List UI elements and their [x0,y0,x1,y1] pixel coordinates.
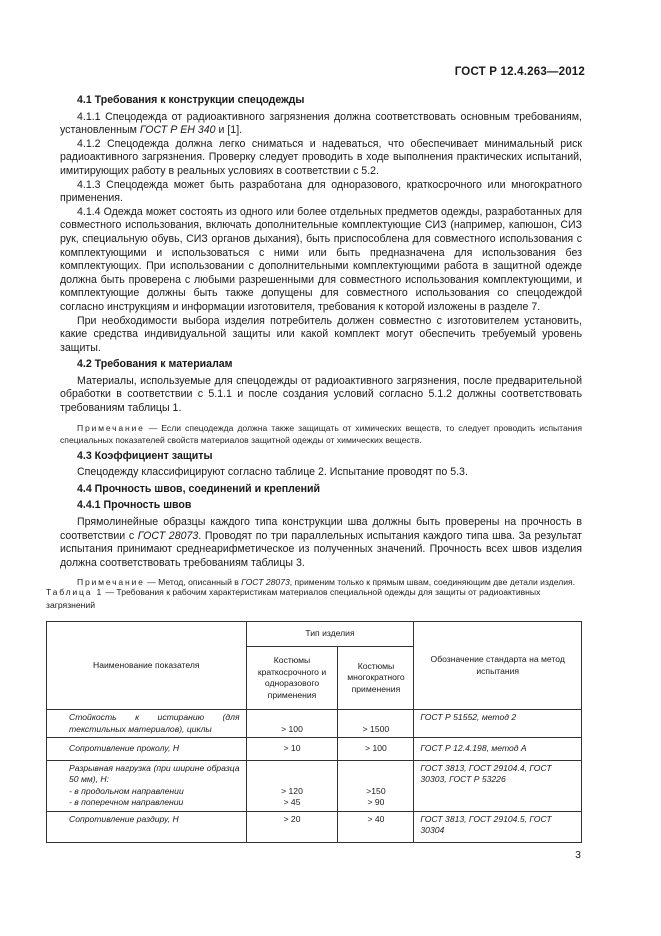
column-header-multi-use: Костюмы многократного применения [338,647,414,710]
table-row [47,811,582,842]
section-4-3-heading: 4.3 Коэффициент защиты [77,449,213,462]
note-label: Примечание [77,577,145,588]
table-1 [46,621,582,843]
paragraph-4-1-1 [60,111,582,138]
value-transverse: > 90 [367,797,385,807]
section-4-2-heading: 4.2 Требования к материалам [77,358,233,371]
standard-reference: ГОСТ 28073 [241,577,290,588]
note-4-2 [60,422,582,447]
column-header-type: Тип изделия [246,622,414,647]
cell-standard: ГОСТ 3813, ГОСТ 29104.5, ГОСТ 30304 [414,811,582,842]
paragraph-4-1-3: 4.1.3 Спецодежда может быть разработана для одноразового, краткосрочного или многократного применения. [60,178,582,205]
cell-standard: ГОСТ 3813, ГОСТ 29104.4, ГОСТ 30303, ГОСТ Р 53226 [414,760,582,811]
column-header-standard: Обозначение стандарта на метод испытания [414,622,582,710]
row-name-main: Разрывная нагрузка (при ширине образца 50 мм), Н: [69,762,240,784]
document-code: ГОСТ Р 12.4.263—2012 [454,66,585,78]
note-text: — Метод, описанный в [144,577,242,588]
cell-short-term: > 20 [246,811,338,842]
text-part: . Проводят по три параллельных испытания каждого типа шва. За результат испытания принимают среднеарифметическое из полученных значений. Прочность всех швов изделия должна соответствовать требованиям таблицы 3. [60,529,582,569]
row-name: Сопротивление раздиру, Н [47,811,247,842]
note-text: , применим только к прямым швам, соединяющим две детали изделия. [289,577,576,588]
cell-short-term: > 100 [246,710,338,738]
paragraph-4-1-2: 4.1.2 Спецодежда должна легко сниматься и надеваться, что обеспечивает минимальный риск радиоактивного загрязнения. Проверку следует проводить в ходе выполнения практических испытаний, имитирующих работу в реальных условиях в соответствии с 5.2. [60,137,582,177]
cell-multi-use: > 1500 [338,710,414,738]
paragraph-selection: При необходимости выбора изделия потребитель должен совместно с изготовителем установить, какие средства индивидуальной защиты или какой комплект могут обеспечить требуемый уровень защиты. [60,314,582,354]
page-number: 3 [575,849,581,861]
table-row [47,760,582,811]
table-header-row [47,622,582,647]
note-text: — Если спецодежда должна также защищать от химических веществ, то следует проводить испытания специальных показателей свойств материалов защитной одежды от химических веществ. [60,422,582,446]
value-longitudinal: >150 [366,785,386,796]
paragraph-4-2: Материалы, используемые для спецодежды от радиоактивного загрязнения, после предварительной обработки в соответствии с 5.1.1 и после создания условий согласно 5.1.2 должны соответствовать требованиям таблицы 1. [60,374,582,415]
paragraph-4-1-4: 4.1.4 Одежда может состоять из одного или более отдельных предметов одежды, разработанных для совместного использования, включать дополнительные комплектующие СИЗ (например, капюшон, СИЗ рук, специальную обувь, СИЗ органов дыхания), быть приспособлена для совместного использования с комплектующими и использоваться с ними или быть предназначена для использования без комплектующих. При использовании с дополнительными комплектующими работа в защитной одежде должна быть проверена с любыми разрешенными для совместного использования комплектующими, и комплектующие должны быть также допущены для совместного использования со спецодеждой согласно инструкциям и информации изготовителя, требования к которой изложены в разделе 7. [60,205,582,313]
row-name: Сопротивление проколу, Н [47,738,247,761]
section-4-4-heading: 4.4 Прочность швов, соединений и креплений [77,482,321,495]
page-body [60,94,582,589]
value-longitudinal: > 120 [281,785,303,796]
cell-multi-use: > 40 [338,811,414,842]
paragraph-4-3: Спецодежду классифицируют согласно таблице 2. Испытание проводят по 5.3. [77,466,468,479]
column-header-short-term: Костюмы краткосрочного и одноразового применения [246,647,338,710]
cell-standard: ГОСТ Р 12.4.198, метод А [414,738,582,761]
text-part: Прямолинейные образцы каждого типа конструкции шва должны быть проверены на прочность в соответствии с [60,516,582,542]
row-name [47,760,247,811]
cell-standard: ГОСТ Р 51552, метод 2 [414,710,582,738]
column-header-name: Наименование показателя [47,622,247,710]
cell-short-term: > 10 [246,738,338,761]
text-part: 4.1.1 Спецодежда от радиоактивного загрязнения должна соответствовать основным требованиям, установленным [60,110,582,137]
table-caption-text: — Требования к рабочим характеристикам материалов специальной одежды для защиты от радиоактивных загрязнений [46,587,541,610]
standard-reference: ГОСТ 28073 [137,529,199,542]
table-row [47,738,582,761]
cell-short-term [246,760,338,811]
table-label: Таблица 1 [46,587,104,597]
table-1-caption [46,586,582,611]
row-subitem: - в продольном направлении [69,785,184,796]
section-4-4-1-heading: 4.4.1 Прочность швов [77,499,192,512]
value-transverse: > 45 [283,797,301,807]
standard-reference: ГОСТ Р ЕН 340 [139,124,216,137]
cell-multi-use [338,760,414,811]
row-subitem: - в поперечном направлении [69,797,184,807]
table-row [47,710,582,738]
row-name: Стойкость к истиранию (для текстильных материалов), циклы [47,710,247,738]
section-4-1-heading: 4.1 Требования к конструкции спецодежды [77,94,305,106]
cell-multi-use: > 100 [338,738,414,761]
note-label: Примечание [77,422,145,433]
text-part: и [1]. [215,124,243,137]
paragraph-4-4-1 [60,516,582,570]
